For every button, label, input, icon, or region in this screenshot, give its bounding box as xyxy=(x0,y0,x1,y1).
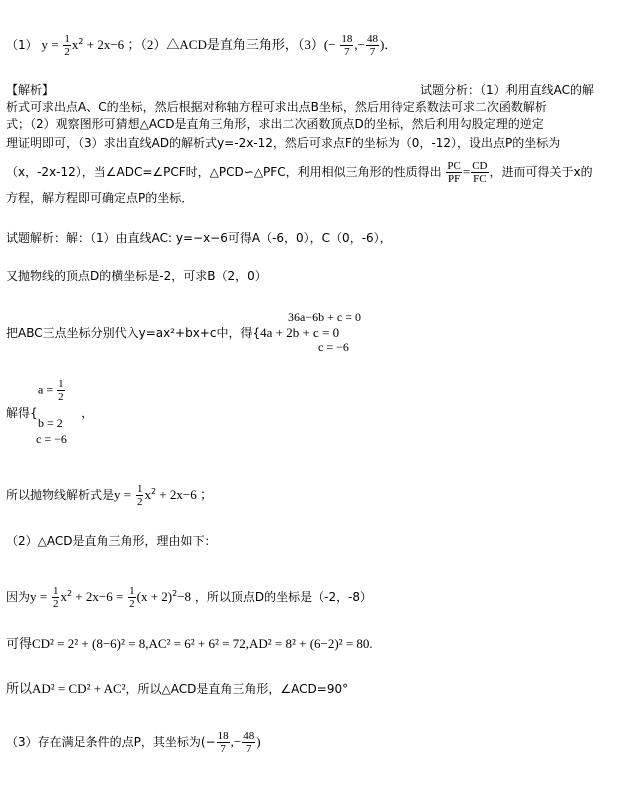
fraction-denominator: PF xyxy=(448,173,461,185)
solution-step9-text: （3）存在满足条件的点P，其坐标为(− xyxy=(6,735,216,749)
analysis-line5 xyxy=(6,160,593,185)
solve-a xyxy=(38,378,66,403)
answer-line: （1） y = $\frac{1}{2}$ $x^2 + 2x-6$ ；（2）△ACD是直角三角形，（3）(− $\frac{18}{7}$ ,− $\frac{48}{7}$ )． xyxy=(6,33,398,58)
solve-c: c = −6 xyxy=(36,432,67,446)
solution-step8-eq: 所以AD² = CD² + AC² xyxy=(6,681,126,696)
fraction-numerator: 48 xyxy=(243,730,255,742)
half-fraction xyxy=(52,585,60,610)
fraction-numerator: 1 xyxy=(52,585,59,597)
solution-step6-suffix: ，所以顶点D的坐标是（-2，-8） xyxy=(194,590,373,604)
solution-step3 xyxy=(6,325,339,341)
fraction-denominator: 2 xyxy=(58,391,64,403)
fraction-numerator: 1 xyxy=(64,33,70,45)
fraction-numerator: 18 xyxy=(217,730,229,742)
eq-mid: + 2x−6 = xyxy=(72,589,124,604)
eq-lhs: y = xyxy=(114,487,132,502)
ratio-pc-pf xyxy=(446,160,461,185)
fraction-denominator: 2 xyxy=(52,598,59,610)
comma: ,− xyxy=(230,734,242,749)
fraction-denominator: 2 xyxy=(129,598,135,610)
close-paren: ) xyxy=(256,734,261,749)
half-fraction-2 xyxy=(128,585,136,610)
fraction-denominator: 7 xyxy=(220,743,226,755)
answer-comma: ,− xyxy=(354,37,365,52)
analysis-line1: 试题分析：（1）利用直线AC的解 xyxy=(420,83,595,97)
answer-end: )． xyxy=(379,37,398,52)
answer-eq-tail: + 2x−6 ；（2）△ACD是直角三角形，（3）(− xyxy=(83,37,336,52)
frac-18-7 xyxy=(217,730,230,755)
solution-step5: （2）△ACD是直角三角形，理由如下： xyxy=(6,534,217,548)
solution-step1: 试题解析：解：（1）由直线AC: y=−x−6可得A（-6，0），C（0，-6）， xyxy=(6,231,392,245)
solve-b: b = 2 xyxy=(38,416,63,430)
solution-step9 xyxy=(6,730,261,755)
solution-step8 xyxy=(6,681,348,697)
eq-paren: (x + 2) xyxy=(136,589,173,604)
fraction-denominator: 7 xyxy=(245,743,252,755)
system-eq-3: c = −6 xyxy=(318,340,349,354)
answer-part1-label: （1） xyxy=(6,38,38,52)
solution-step6-prefix: 因为 xyxy=(6,590,31,604)
answer-frac-18-7 xyxy=(340,33,353,58)
eq-tail: −8 xyxy=(177,589,192,604)
solution-step4: 所以抛物线解析式是y = $\frac{1}{2}$ $x^2 + 2x-6$ ； xyxy=(6,483,213,508)
eq-tail: + 2x−6 ； xyxy=(156,487,213,502)
system-eq-2: 4a + 2b + c = 0 xyxy=(260,325,340,340)
fraction-numerator: 1 xyxy=(58,378,64,390)
analysis-line4: 理证明即可，（3）求出直线AD的解析式y=-2x-12，然后可求点F的坐标为（0，-12），设出点P的坐标为 xyxy=(6,136,561,150)
solve-prefix: 解得{ xyxy=(6,406,38,420)
analysis-tag: 【解析】 xyxy=(6,83,55,97)
eq-lhs: y = xyxy=(30,589,48,604)
fraction-numerator: 1 xyxy=(129,585,135,597)
eq-x: x xyxy=(144,487,151,502)
solve-a-lhs: a = xyxy=(38,382,54,397)
fraction-numerator: 48 xyxy=(366,33,378,45)
equals-sign: = xyxy=(462,164,471,179)
analysis-line5-text: （x，-2x-12），当∠ADC=∠PCF时，△PCD∽△PFC，利用相似三角形的性质得出 xyxy=(6,165,442,179)
solution-step6: 因为y = $\frac{1}{2}$ $x^2 + 2x-6$ = $\frac{1}{2}$ $(x + 2)^2-8$ ，所以顶点D的坐标是（-2，-8） xyxy=(6,585,373,610)
solution-step8-text: ，所以△ACD是直角三角形，∠ACD=90° xyxy=(125,682,349,696)
fraction-denominator: FC xyxy=(473,173,487,185)
half-fraction xyxy=(136,483,144,508)
solution-step4-text: 所以抛物线解析式是 xyxy=(6,488,115,502)
frac-48-7 xyxy=(242,730,255,755)
solution-step7: 可得CD² = 2² + (8−6)² = 8,AC² = 6² + 6² = 72,AD² = 8² + (6−2)² = 80. xyxy=(6,636,373,651)
fraction-denominator: 7 xyxy=(344,46,350,58)
answer-frac-48-7 xyxy=(366,33,379,58)
fraction-numerator: 1 xyxy=(136,483,143,495)
answer-eq-lhs: y = xyxy=(41,37,59,52)
fraction-numerator: 18 xyxy=(341,33,353,45)
analysis-line5-tail: ，进而可得关于x的 xyxy=(489,165,593,179)
fraction-numerator: CD xyxy=(472,160,488,172)
analysis-line3: 式；（2）观察图形可猜想△ACD是直角三角形，求出二次函数顶点D的坐标，然后利用勾股定理的逆定 xyxy=(6,117,544,131)
analysis-line6: 方程，解方程即可确定点P的坐标． xyxy=(6,191,194,205)
answer-half-fraction xyxy=(63,33,71,58)
solve-suffix: ， xyxy=(81,406,94,420)
analysis-line2: 析式可求出点A、C的坐标，然后根据对称轴方程可求出点B坐标，然后用待定系数法可求二次函数解析 xyxy=(6,100,547,114)
eq-x: x xyxy=(60,589,67,604)
system-eq-1: 36a−6b + c = 0 xyxy=(288,310,361,324)
solution-step2: 又抛物线的顶点D的横坐标是-2，可求B（2，0） xyxy=(6,269,267,283)
fraction-denominator: 2 xyxy=(64,46,70,58)
ratio-cd-fc xyxy=(471,160,488,185)
fraction-numerator: PC xyxy=(447,160,461,172)
fraction-denominator: 2 xyxy=(136,496,143,508)
solve-a-fraction xyxy=(57,378,65,403)
solution-step3-text: 把ABC三点坐标分别代入y=ax²+bx+c中，得{ xyxy=(6,326,261,340)
answer-eq-x: x xyxy=(71,37,79,52)
fraction-denominator: 7 xyxy=(369,46,376,58)
